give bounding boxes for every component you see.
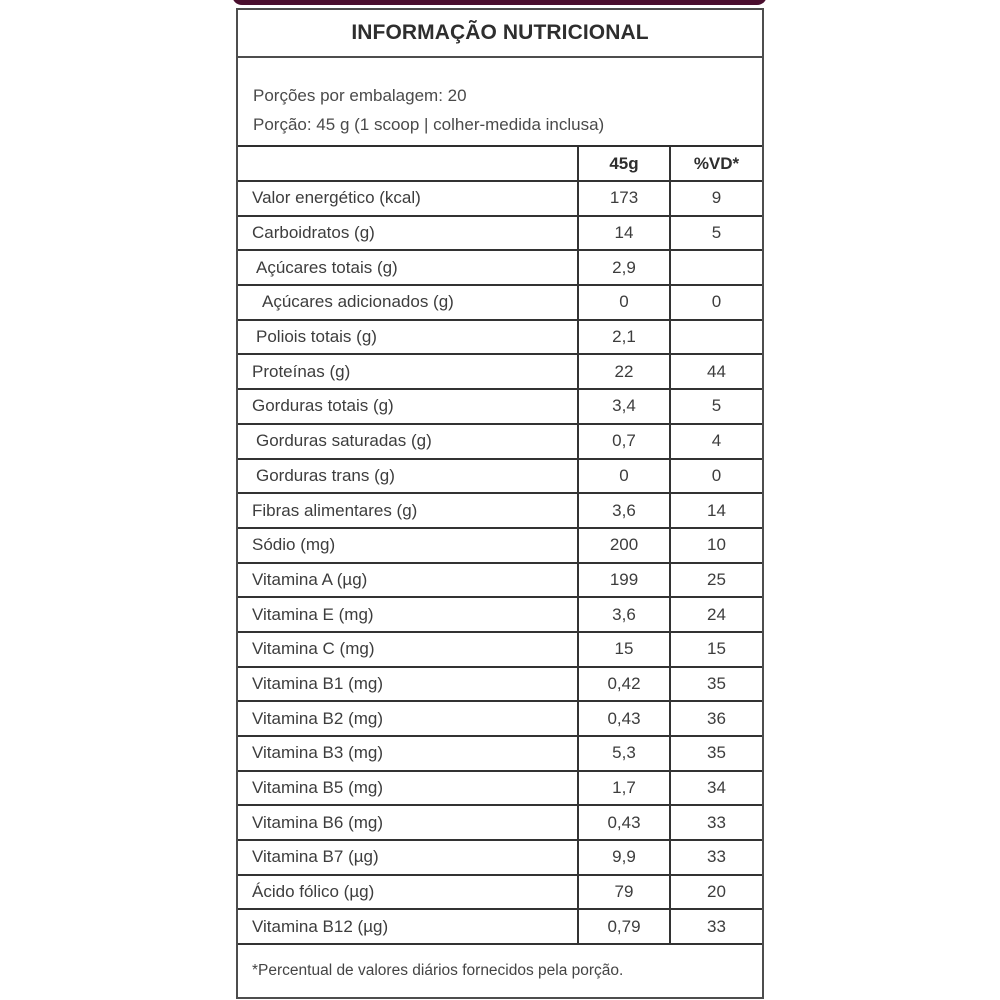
nutrient-amount: 0,42 — [578, 667, 670, 702]
nutrient-daily-value: 4 — [670, 424, 762, 459]
nutrient-name: Gorduras trans (g) — [238, 459, 578, 494]
nutrient-amount: 0,7 — [578, 424, 670, 459]
nutrient-daily-value: 34 — [670, 771, 762, 806]
nutrient-daily-value: 33 — [670, 909, 762, 944]
nutrient-name: Fibras alimentares (g) — [238, 493, 578, 528]
table-row — [238, 250, 762, 285]
nutrient-daily-value: 25 — [670, 563, 762, 598]
nutrient-amount: 22 — [578, 354, 670, 389]
table-row — [238, 909, 762, 944]
table-row — [238, 701, 762, 736]
table-row — [238, 389, 762, 424]
table-row — [238, 424, 762, 459]
nutrient-daily-value: 33 — [670, 805, 762, 840]
nutrient-name: Vitamina B1 (mg) — [238, 667, 578, 702]
nutrient-daily-value: 5 — [670, 389, 762, 424]
nutrient-amount: 15 — [578, 632, 670, 667]
table-row — [238, 216, 762, 251]
nutrient-amount: 79 — [578, 875, 670, 910]
nutrient-name: Poliois totais (g) — [238, 320, 578, 355]
table-row — [238, 459, 762, 494]
nutrient-amount: 0,43 — [578, 701, 670, 736]
nutrient-name: Vitamina B2 (mg) — [238, 701, 578, 736]
nutrient-amount: 2,9 — [578, 250, 670, 285]
nutrient-amount: 0 — [578, 459, 670, 494]
nutrient-amount: 9,9 — [578, 840, 670, 875]
nutrient-amount: 5,3 — [578, 736, 670, 771]
nutrient-amount: 1,7 — [578, 771, 670, 806]
nutrient-name: Vitamina A (µg) — [238, 563, 578, 598]
table-row — [238, 771, 762, 806]
nutrient-name: Gorduras totais (g) — [238, 389, 578, 424]
nutrient-name: Açúcares totais (g) — [238, 250, 578, 285]
nutrient-name: Vitamina E (mg) — [238, 597, 578, 632]
nutrient-amount: 14 — [578, 216, 670, 251]
nutrient-daily-value: 20 — [670, 875, 762, 910]
nutrient-name: Vitamina B7 (µg) — [238, 840, 578, 875]
table-row — [238, 563, 762, 598]
table-row — [238, 736, 762, 771]
nutrient-amount: 200 — [578, 528, 670, 563]
nutrient-name: Vitamina C (mg) — [238, 632, 578, 667]
table-row — [238, 632, 762, 667]
table-row — [238, 181, 762, 216]
table-row — [238, 285, 762, 320]
table-row — [238, 840, 762, 875]
header-amount: 45g — [578, 147, 670, 181]
nutrient-name: Ácido fólico (µg) — [238, 875, 578, 910]
nutrient-daily-value: 36 — [670, 701, 762, 736]
nutrient-daily-value: 15 — [670, 632, 762, 667]
nutrient-amount: 3,6 — [578, 597, 670, 632]
nutrient-amount: 0,43 — [578, 805, 670, 840]
header-nutrient — [238, 147, 578, 181]
table-row — [238, 875, 762, 910]
nutrient-daily-value: 33 — [670, 840, 762, 875]
nutrient-amount: 0,79 — [578, 909, 670, 944]
header-daily-value: %VD* — [670, 147, 762, 181]
footnote: *Percentual de valores diários fornecidos pela porção. — [252, 962, 624, 980]
table-row — [238, 354, 762, 389]
nutrient-daily-value: 24 — [670, 597, 762, 632]
nutrient-daily-value: 35 — [670, 736, 762, 771]
nutrient-name: Vitamina B12 (µg) — [238, 909, 578, 944]
nutrient-daily-value: 10 — [670, 528, 762, 563]
nutrient-name: Carboidratos (g) — [238, 216, 578, 251]
nutrient-daily-value: 14 — [670, 493, 762, 528]
nutrient-daily-value: 35 — [670, 667, 762, 702]
nutrient-name: Proteínas (g) — [238, 354, 578, 389]
nutrient-amount: 173 — [578, 181, 670, 216]
table-row — [238, 667, 762, 702]
nutrient-daily-value: 0 — [670, 285, 762, 320]
table-row — [238, 805, 762, 840]
top-decorative-band — [232, 0, 767, 5]
nutrient-name: Valor energético (kcal) — [238, 181, 578, 216]
nutrient-name: Vitamina B5 (mg) — [238, 771, 578, 806]
nutrient-name: Vitamina B6 (mg) — [238, 805, 578, 840]
nutrient-name: Gorduras saturadas (g) — [238, 424, 578, 459]
nutrition-table — [238, 147, 762, 945]
nutrient-name: Açúcares adicionados (g) — [238, 285, 578, 320]
table-row — [238, 528, 762, 563]
nutrient-daily-value — [670, 250, 762, 285]
table-row — [238, 597, 762, 632]
nutrient-daily-value — [670, 320, 762, 355]
nutrient-amount: 3,6 — [578, 493, 670, 528]
table-header-row — [238, 147, 762, 181]
label-title: INFORMAÇÃO NUTRICIONAL — [238, 10, 762, 58]
servings-per-package: Porções por embalagem: 20 — [253, 86, 467, 105]
nutrient-daily-value: 9 — [670, 181, 762, 216]
nutrient-amount: 199 — [578, 563, 670, 598]
table-row — [238, 320, 762, 355]
nutrient-amount: 3,4 — [578, 389, 670, 424]
nutrient-daily-value: 44 — [670, 354, 762, 389]
nutrition-facts-label — [236, 8, 764, 999]
nutrient-amount: 0 — [578, 285, 670, 320]
table-row — [238, 493, 762, 528]
nutrient-name: Vitamina B3 (mg) — [238, 736, 578, 771]
nutrient-daily-value: 5 — [670, 216, 762, 251]
nutrient-daily-value: 0 — [670, 459, 762, 494]
serving-size: Porção: 45 g (1 scoop | colher-medida inclusa) — [253, 115, 605, 134]
serving-info — [238, 58, 762, 147]
nutrient-name: Sódio (mg) — [238, 528, 578, 563]
nutrient-amount: 2,1 — [578, 320, 670, 355]
